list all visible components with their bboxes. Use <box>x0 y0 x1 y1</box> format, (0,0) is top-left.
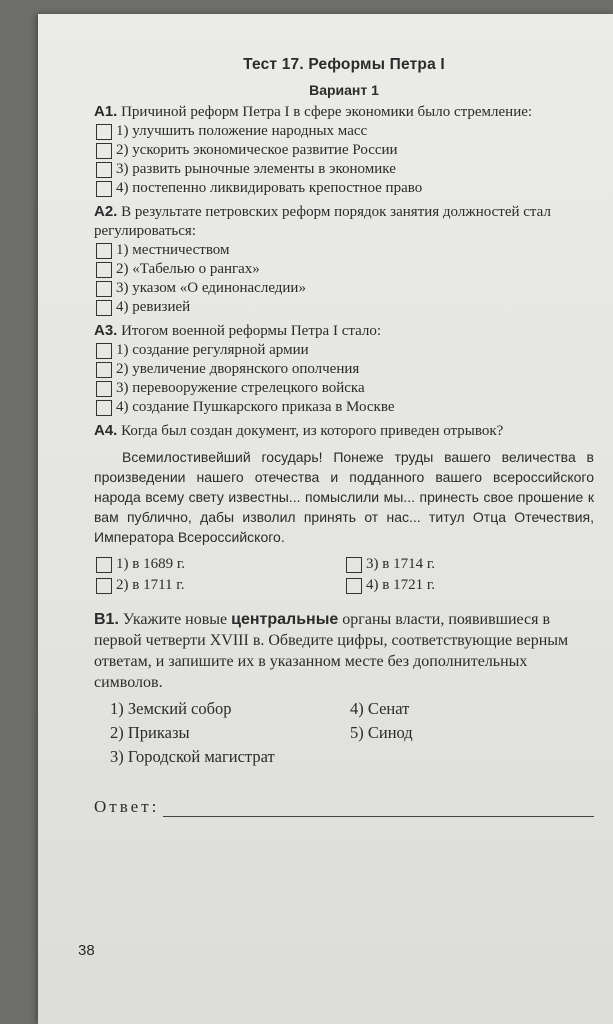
option-a1-1[interactable] <box>96 122 594 141</box>
b1-option-4[interactable]: 4) Сенат <box>350 699 410 718</box>
option-label: 3) в 1714 г. <box>366 556 436 572</box>
question-number: А4. <box>94 422 118 439</box>
option-a2-2[interactable] <box>96 260 594 279</box>
option-label: 4) создание Пушкарского приказа в Москве <box>116 399 395 415</box>
question-text: Когда был создан документ, из которого приведен отрывок? <box>121 423 504 439</box>
option-a2-4[interactable] <box>96 298 594 317</box>
checkbox-icon[interactable] <box>96 143 112 159</box>
question-text: В результате петровских реформ порядок занятия должностей стал регулироваться: <box>94 204 551 239</box>
checkbox-icon[interactable] <box>96 181 112 197</box>
checkbox-icon[interactable] <box>96 578 112 594</box>
option-a2-3[interactable] <box>96 279 594 298</box>
question-number: А3. <box>94 322 118 339</box>
option-label: 4) ревизией <box>116 299 191 315</box>
answer-row <box>94 797 594 817</box>
checkbox-icon[interactable] <box>96 300 112 316</box>
option-label: 3) указом «О единонаследии» <box>116 280 306 296</box>
option-label: 1) местничеством <box>116 242 230 258</box>
checkbox-icon[interactable] <box>96 362 112 378</box>
question-text-end: органы власти, появившиеся в первой четверти XVIII в. Обведите цифры, соответствующие верным ответам, и запишите их в указанном месте без дополнительных символов. <box>94 611 569 691</box>
checkbox-icon[interactable] <box>96 281 112 297</box>
answer-label: Ответ: <box>94 797 160 816</box>
a4-options <box>94 555 594 595</box>
option-label: 3) перевооружение стрелецкого войска <box>116 380 365 396</box>
option-a1-4[interactable] <box>96 179 594 198</box>
variant-title: Вариант 1 <box>309 82 379 98</box>
option-a4-3[interactable] <box>346 555 574 574</box>
checkbox-icon[interactable] <box>96 262 112 278</box>
option-a3-3[interactable] <box>96 379 594 398</box>
option-a3-2[interactable] <box>96 360 594 379</box>
checkbox-icon[interactable] <box>96 400 112 416</box>
checkbox-icon[interactable] <box>96 243 112 259</box>
option-label: 4) постепенно ликвидировать крепостное право <box>116 180 423 196</box>
checkbox-icon[interactable] <box>346 578 362 594</box>
page-number: 38 <box>78 942 95 959</box>
option-a3-4[interactable] <box>96 398 594 417</box>
option-a4-1[interactable] <box>96 555 344 574</box>
question-a4 <box>94 421 594 441</box>
b1-option-1[interactable]: 1) Земский собор <box>110 699 232 718</box>
option-label: 2) в 1711 г. <box>116 577 185 593</box>
test-content <box>94 56 594 817</box>
option-label: 1) в 1689 г. <box>116 556 186 572</box>
question-a1 <box>94 102 594 122</box>
option-label: 3) развить рыночные элементы в экономике <box>116 161 396 177</box>
checkbox-icon[interactable] <box>96 343 112 359</box>
option-a4-2[interactable] <box>96 576 344 595</box>
option-a3-1[interactable] <box>96 341 594 360</box>
answer-field[interactable] <box>163 802 594 817</box>
checkbox-icon[interactable] <box>96 381 112 397</box>
question-text-emphasis: центральные <box>231 611 339 628</box>
question-number: А1. <box>94 103 118 120</box>
b1-option-5[interactable]: 5) Синод <box>350 723 413 742</box>
checkbox-icon[interactable] <box>96 557 112 573</box>
option-label: 4) в 1721 г. <box>366 577 436 593</box>
checkbox-icon[interactable] <box>346 557 362 573</box>
option-a2-1[interactable] <box>96 241 594 260</box>
option-a4-4[interactable] <box>346 576 574 595</box>
option-label: 2) «Табелью о рангах» <box>116 261 260 277</box>
option-a1-2[interactable] <box>96 141 594 160</box>
option-label: 1) улучшить положение народных масс <box>116 123 368 139</box>
option-a1-3[interactable] <box>96 160 594 179</box>
question-text: Причиной реформ Петра I в сфере экономики было стремление: <box>121 104 533 120</box>
page-title: Тест 17. Реформы Петра I <box>243 56 445 73</box>
question-a2 <box>94 202 594 241</box>
checkbox-icon[interactable] <box>96 162 112 178</box>
option-label: 2) ускорить экономическое развитие России <box>116 142 398 158</box>
option-label: 2) увеличение дворянского ополчения <box>116 361 360 377</box>
option-label: 1) создание регулярной армии <box>116 342 309 358</box>
question-a3 <box>94 321 594 341</box>
question-text: Итогом военной реформы Петра I стало: <box>121 323 382 339</box>
b1-option-2[interactable]: 2) Приказы <box>110 723 190 742</box>
question-text-start: Укажите новые <box>122 611 228 628</box>
b1-options <box>110 697 594 769</box>
question-b1 <box>94 609 594 693</box>
question-number: В1. <box>94 611 119 628</box>
worksheet-page <box>38 14 613 1024</box>
question-number: А2. <box>94 203 118 220</box>
document-excerpt: Всемилостивейший государь! Понеже труды вашего величества в произведении нашего отечества и подданного вашего всероссийского народа всему свету известны... помыслили мы... принесть свое прошение к вам публично, дабы изволил принять от нас... титул Отца Отечествия, Императора Всероссийского. <box>94 449 594 545</box>
checkbox-icon[interactable] <box>96 124 112 140</box>
b1-option-3[interactable]: 3) Городской магистрат <box>110 747 275 766</box>
